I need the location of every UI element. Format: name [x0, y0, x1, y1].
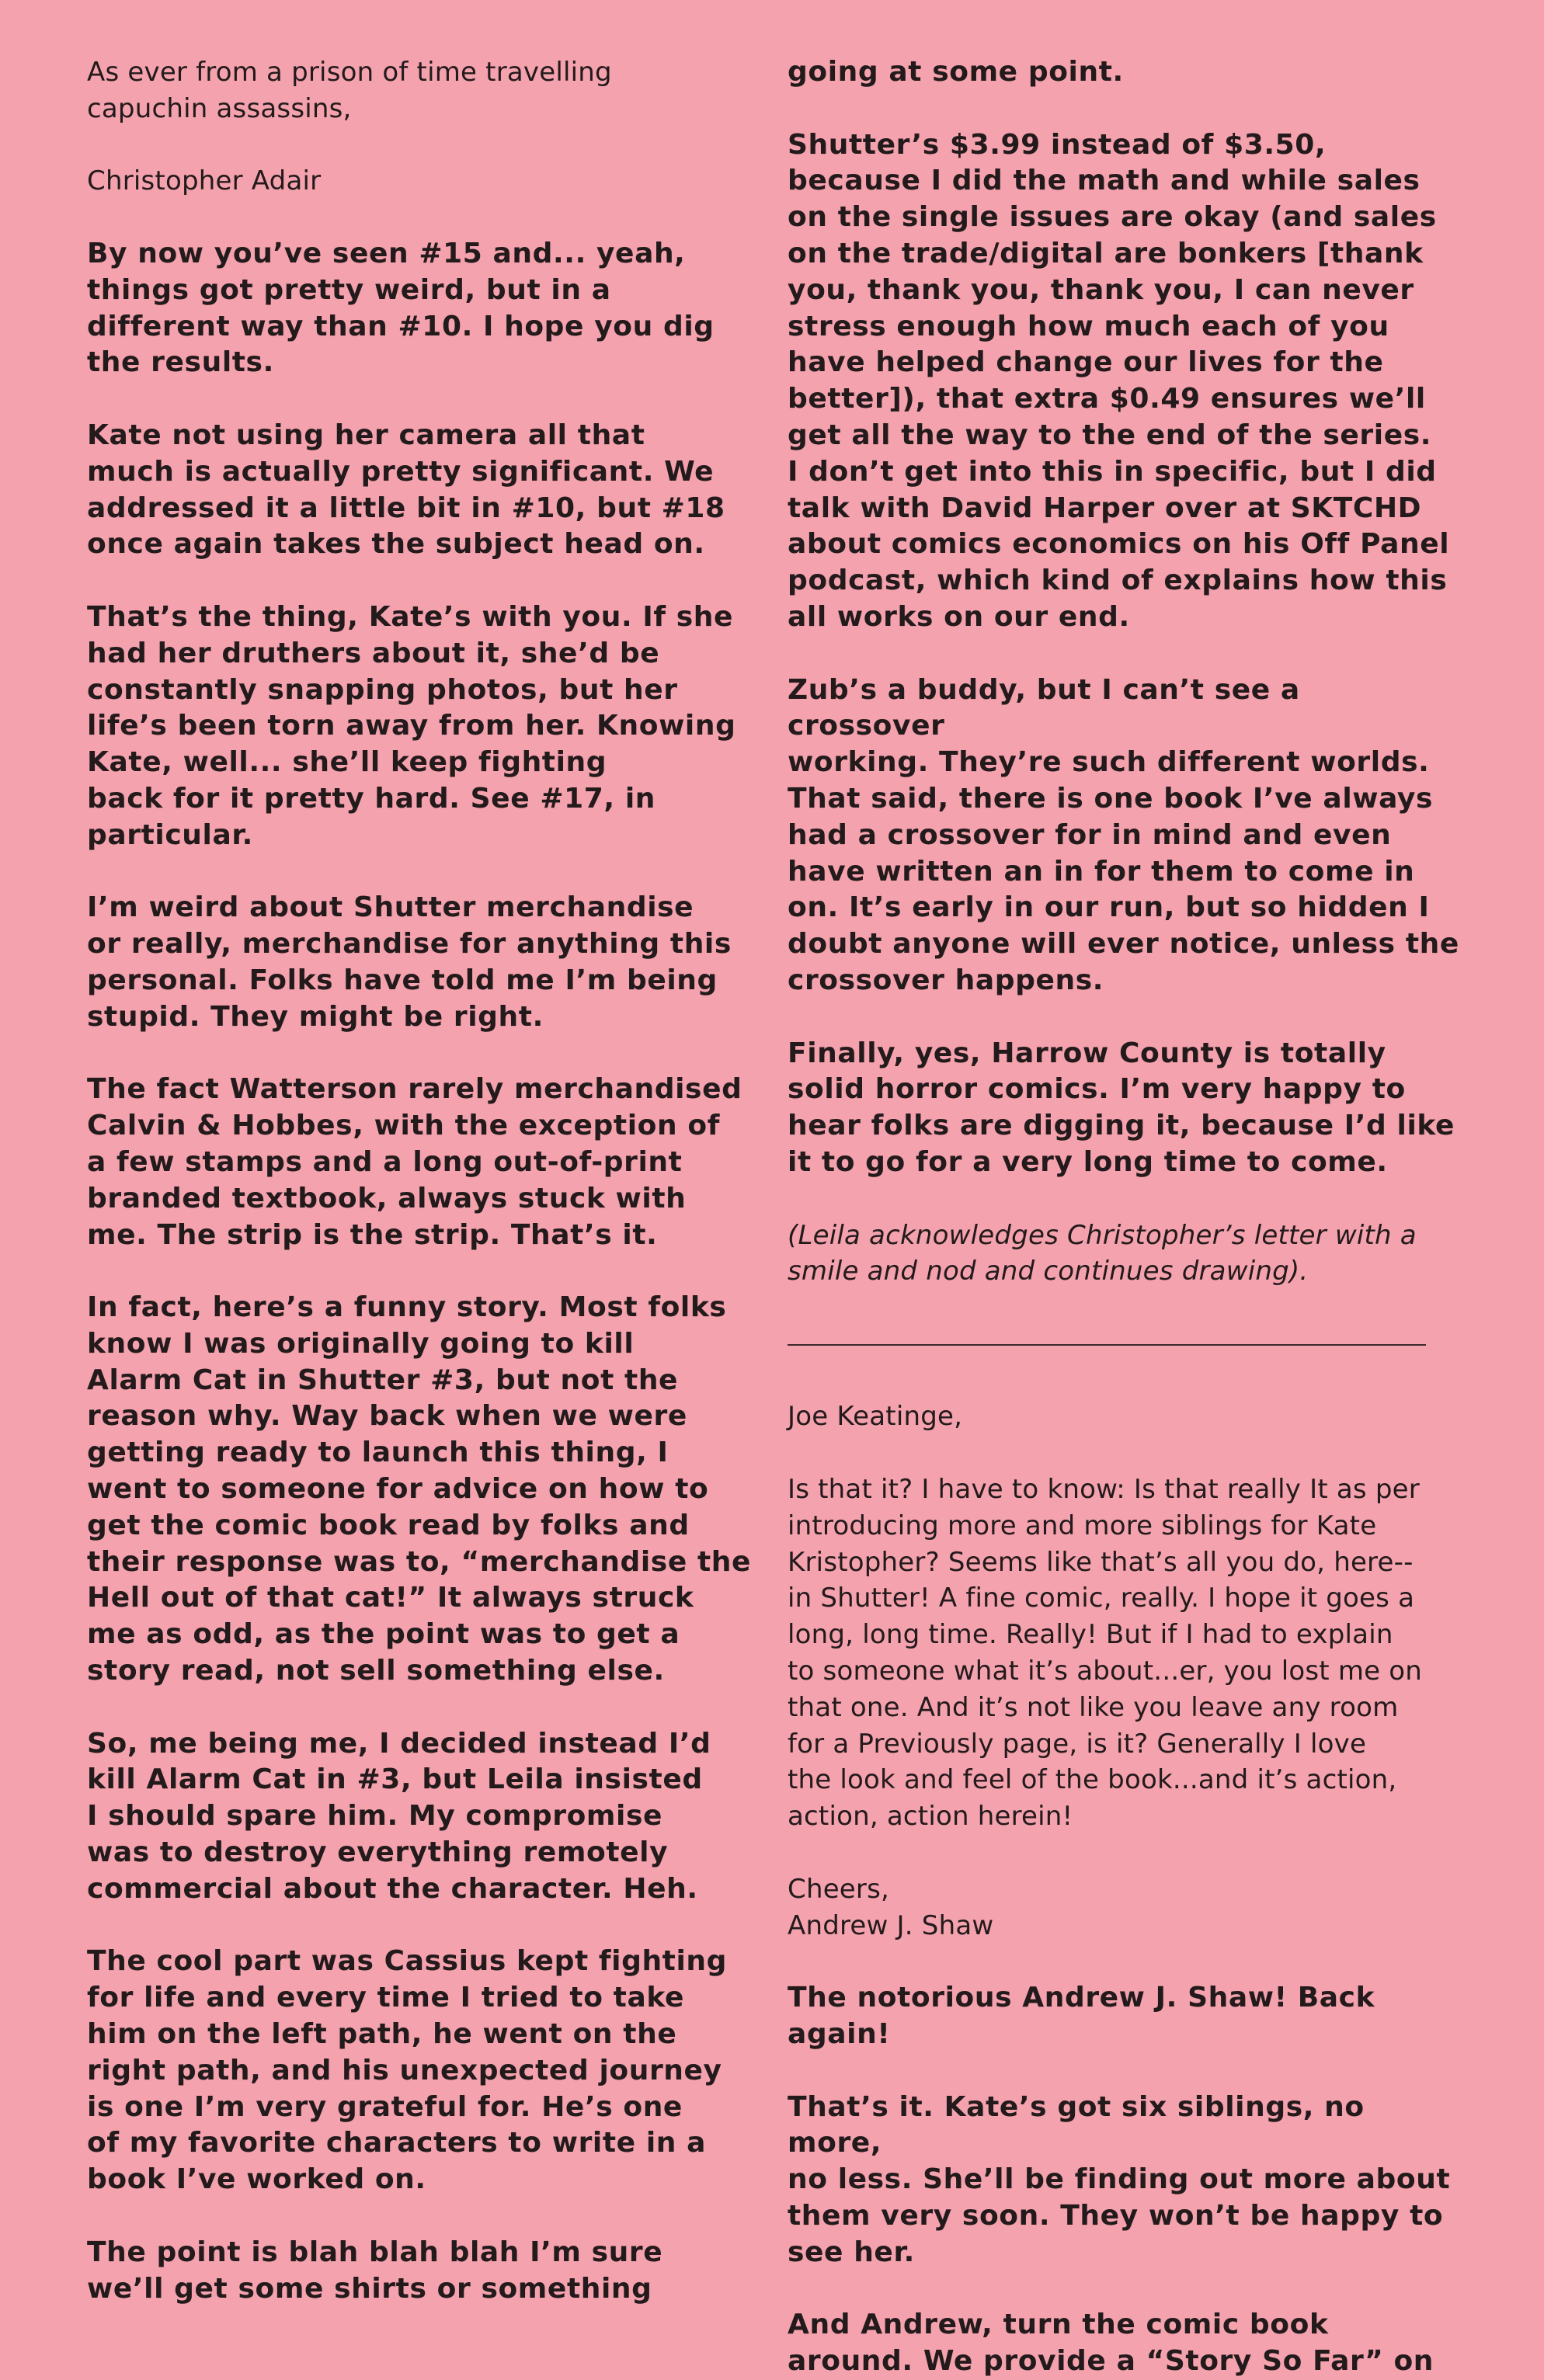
letter-body: Is that it? I have to know: Is that really It as per introducing more and more siblings for Kate Kristopher? Seems like that’s all you do, here-- in Shutter! A fine comic, really. I hope it goes a long, long time. Really! But if I had to explain to someone what it’s about...er, you lost me on that one. And it’s not like you leave any room for a Previously page, is it? Generally I love the look and feel of the book...and it’s action, action, action herein!: [788, 1474, 1423, 1833]
reply-paragraph: And Andrew, turn the comic book around. We provide a “Story So Far” on: [788, 2309, 1434, 2378]
reply-paragraph: going at some point.: [788, 56, 1124, 88]
reply-paragraph: Finally, yes, Harrow County is totally solid horror comics. I’m very happy to hear folks are digging it, because I’d like it to go for a very long time to come.: [788, 1037, 1455, 1178]
letter-divider: [788, 1326, 1463, 1363]
reply-paragraph: Kate not using her camera all that much is actually pretty significant. We addressed it a little bit in #10, but #18 once again takes the subject head on.: [87, 419, 725, 561]
letter-signoff: As ever from a prison of time travelling capuchin assassins,: [87, 57, 612, 124]
right-column: [788, 54, 1463, 2380]
left-column: [87, 54, 755, 2307]
letter-salutation: Joe Keatinge,: [788, 1401, 963, 1433]
reply-paragraph: By now you’ve seen #15 and... yeah, things got pretty weird, but in a different way than #10. I hope you dig the results.: [87, 237, 715, 379]
reply-paragraph: The notorious Andrew J. Shaw! Back again!: [788, 1982, 1375, 2051]
editorial-aside: (Leila acknowledges Christopher’s letter with a smile and nod and continues drawing).: [788, 1219, 1417, 1287]
reply-paragraph: Zub’s a buddy, but I can’t see a crossover working. They’re such different worlds. That said, there is one book I’ve always had a crossover for in mind and even have written an in for them to come in on. It’s early in our run, but so hidden I doubt anyone will ever notice, unless the crossover happens.: [788, 673, 1459, 996]
reply-paragraph: That’s the thing, Kate’s with you. If she had her druthers about it, she’d be constantly snapping photos, but her life’s been torn away from her. Knowing Kate, well... she’ll keep fighting back for it pretty hard. See #17, in particular.: [87, 600, 736, 851]
reply-paragraph: The cool part was Cassius kept fighting for life and every time I tried to take him on the left path, he went on the right path, and his unexpected journey is one I’m very grateful for. He’s one of my favorite characters to write in a book I’ve worked on.: [87, 1945, 728, 2196]
reply-paragraph: I’m weird about Shutter merchandise or really, merchandise for anything this personal. Folks have told me I’m being stupid. They might be right.: [87, 891, 732, 1033]
reply-paragraph: The point is blah blah blah I’m sure we’ll get some shirts or something: [87, 2236, 663, 2305]
reply-paragraph: That’s it. Kate’s got six siblings, no more, no less. She’ll be finding out more about them very soon. They won’t be happy to see her.: [788, 2090, 1451, 2268]
reply-paragraph: In fact, here’s a funny story. Most folks know I was originally going to kill Alarm Cat in Shutter #3, but not the reason why. Way back when we were getting ready to launch this thing, I went to someone for advice on how to get the comic book read by folks and their response was to, “merchandise the Hell out of that cat!” It always struck me as odd, as the point was to get a story read, not sell something else.: [87, 1291, 752, 1687]
reply-paragraph: So, me being me, I decided instead I’d kill Alarm Cat in #3, but Leila insisted I should spare him. My compromise was to destroy everything remotely commercial about the character. Heh.: [87, 1727, 711, 1905]
reply-paragraph: The fact Watterson rarely merchandised Calvin & Hobbes, with the exception of a few stamps and a long out-of-print branded textbook, always stuck with me. The strip is the strip. That’s it.: [87, 1073, 742, 1251]
reply-paragraph: Shutter’s $3.99 instead of $3.50, because I did the math and while sales on the single issues are okay (and sales on the trade/digital are bonkers [thank you, thank you, thank you, I can never stress enough how much each of you have helped change our lives for the better]), that extra $0.49 ensures we’ll get all the way to the end of the series. I don’t get into this in specific, but I did talk with David Harper over at SKTCHD about comics economics on his Off Panel podcast, which kind of explains how this all works on our end.: [788, 128, 1450, 633]
letter-signature: Christopher Adair: [87, 165, 322, 197]
letter-signature: Cheers, Andrew J. Shaw: [788, 1873, 994, 1941]
